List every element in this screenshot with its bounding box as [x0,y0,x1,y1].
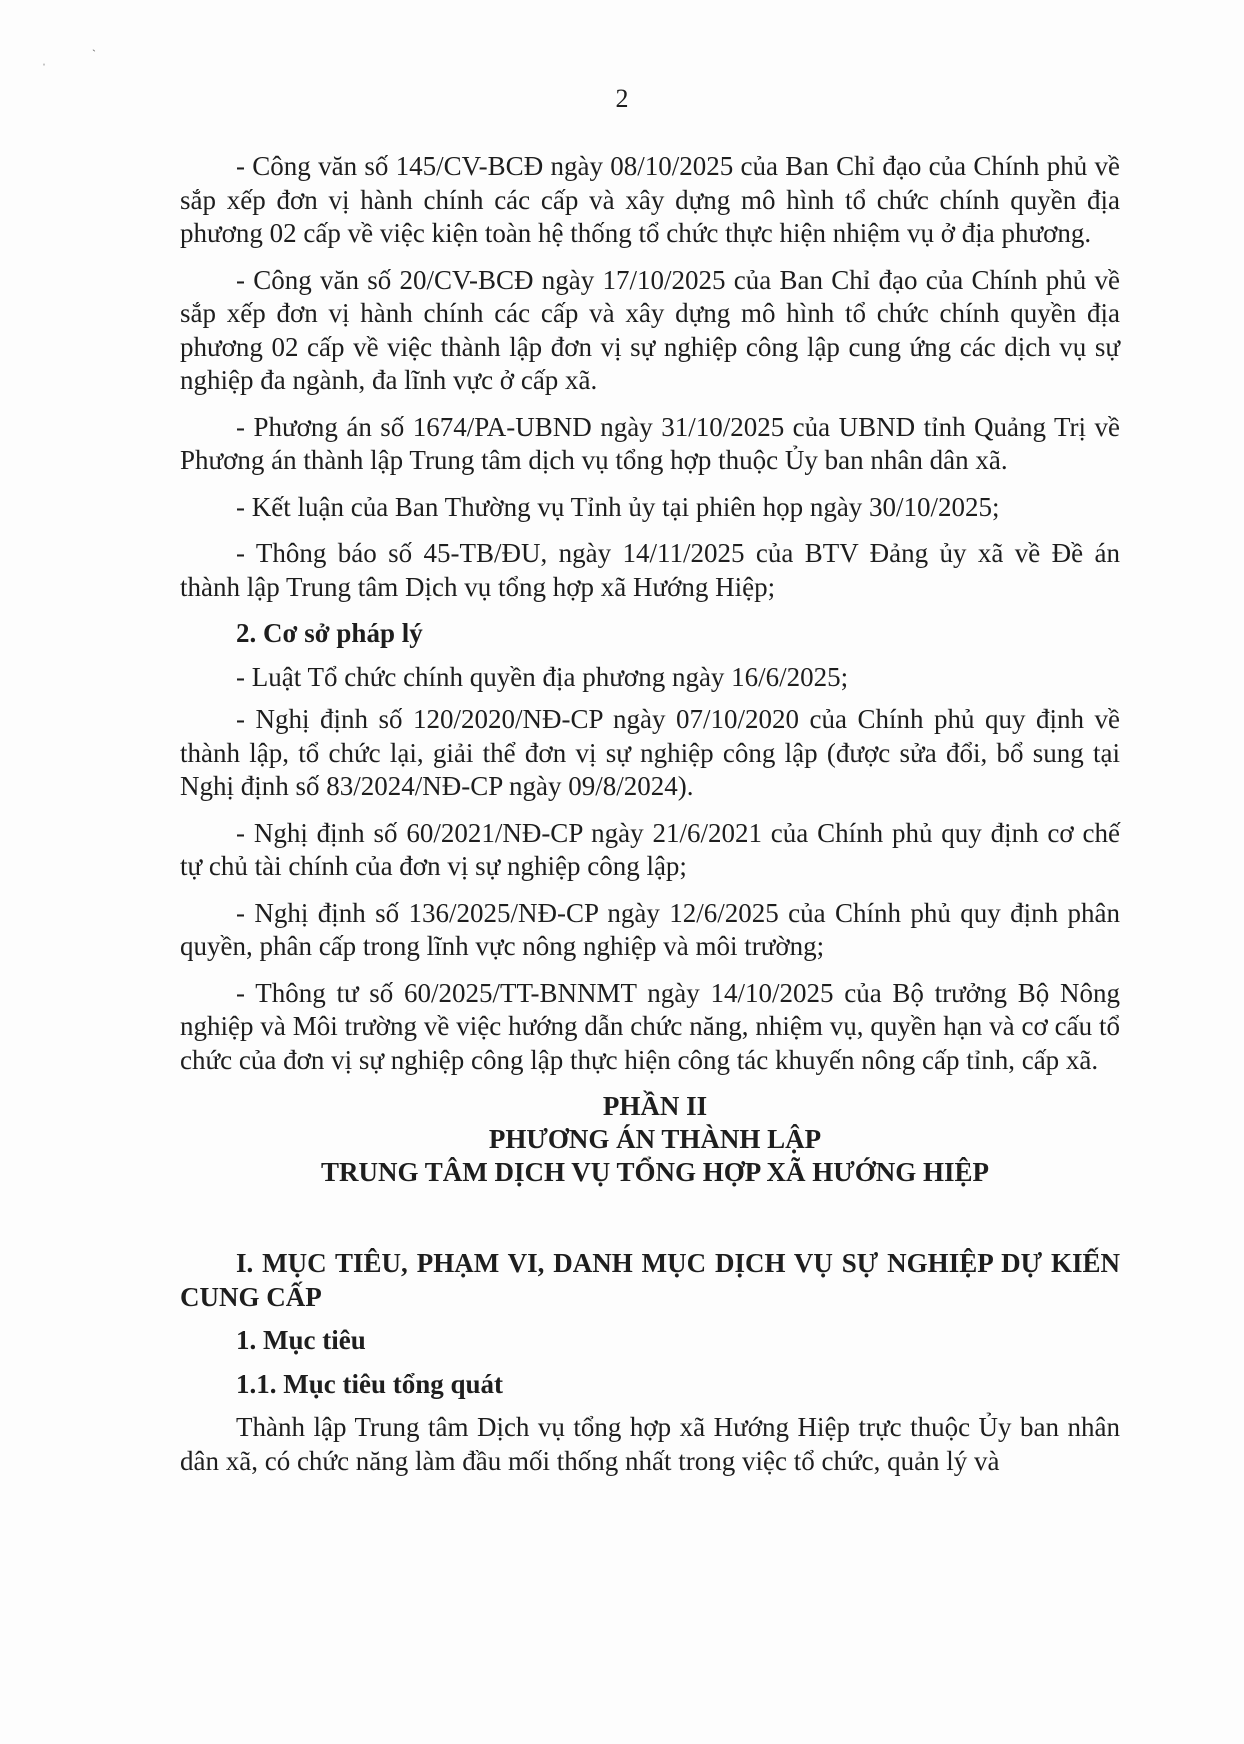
paragraph: - Kết luận của Ban Thường vụ Tỉnh ủy tại phiên họp ngày 30/10/2025; [236,491,1000,522]
scan-speck: ˎ [92,38,96,52]
part-title: PHƯƠNG ÁN THÀNH LẬP [488,1124,822,1154]
part-title-block [180,1090,1120,1189]
scan-speck: ˌ [42,52,46,66]
subsection-heading: 1. Mục tiêu [236,1325,366,1355]
paragraph: - Công văn số 20/CV-BCĐ ngày 17/10/2025 của Ban Chỉ đạo của Chính phủ về sắp xếp đơn vị hành chính các cấp và xây dựng mô hình tổ chức chính quyền địa phương 02 cấp về việc thành lập đơn vị sự nghiệp công lập cung ứng các dịch vụ sự nghiệp đa ngành, đa lĩnh vực ở cấp xã. [180,264,1120,395]
paragraph: - Thông báo số 45-TB/ĐU, ngày 14/11/2025 của BTV Đảng ủy xã về Đề án thành lập Trung tâm Dịch vụ tổng hợp xã Hướng Hiệp; [180,538,1120,602]
paragraph: Thành lập Trung tâm Dịch vụ tổng hợp xã Hướng Hiệp trực thuộc Ủy ban nhân dân xã, có chức năng làm đầu mối thống nhất trong việc tổ chức, quản lý và [180,1412,1120,1476]
part-number: PHẦN II [602,1091,708,1121]
legal-basis-item: - Nghị định số 136/2025/NĐ-CP ngày 12/6/2025 của Chính phủ quy định phân quyền, phân cấp trong lĩnh vực nông nghiệp và môi trường; [180,897,1120,961]
legal-basis-item: - Luật Tổ chức chính quyền địa phương ngày 16/6/2025; [236,661,849,692]
legal-basis-heading: 2. Cơ sở pháp lý [236,618,423,648]
document-body [180,150,1120,1491]
legal-basis-item: - Nghị định số 60/2021/NĐ-CP ngày 21/6/2021 của Chính phủ quy định cơ chế tự chủ tài chính của đơn vị sự nghiệp công lập; [180,817,1120,881]
section-title: I. MỤC TIÊU, PHẠM VI, DANH MỤC DỊCH VỤ SỰ NGHIỆP DỰ KIẾN CUNG CẤP [180,1248,1120,1312]
paragraph: - Công văn số 145/CV-BCĐ ngày 08/10/2025 của Ban Chỉ đạo của Chính phủ về sắp xếp đơn vị hành chính các cấp và xây dựng mô hình tổ chức chính quyền địa phương 02 cấp về việc kiện toàn hệ thống tổ chức thực hiện nhiệm vụ ở địa phương. [180,151,1120,248]
part-subtitle: TRUNG TÂM DỊCH VỤ TỔNG HỢP XÃ HƯỚNG HIỆP [320,1157,990,1187]
legal-basis-item: - Thông tư số 60/2025/TT-BNNMT ngày 14/10/2025 của Bộ trưởng Bộ Nông nghiệp và Môi trường về việc hướng dẫn chức năng, nhiệm vụ, quyền hạn và cơ cấu tổ chức của đơn vị sự nghiệp công lập thực hiện công tác khuyến nông cấp tỉnh, cấp xã. [180,977,1120,1075]
page-number: 2 [615,84,629,113]
paragraph: - Phương án số 1674/PA-UBND ngày 31/10/2025 của UBND tỉnh Quảng Trị về Phương án thành lập Trung tâm dịch vụ tổng hợp thuộc Ủy ban nhân dân xã. [180,411,1120,475]
legal-basis-item: - Nghị định số 120/2020/NĐ-CP ngày 07/10/2020 của Chính phủ quy định về thành lập, tổ chức lại, giải thể đơn vị sự nghiệp công lập (được sửa đổi, bổ sung tại Nghị định số 83/2024/NĐ-CP ngày 09/8/2024). [180,704,1120,801]
subsection-heading: 1.1. Mục tiêu tổng quát [236,1368,504,1399]
